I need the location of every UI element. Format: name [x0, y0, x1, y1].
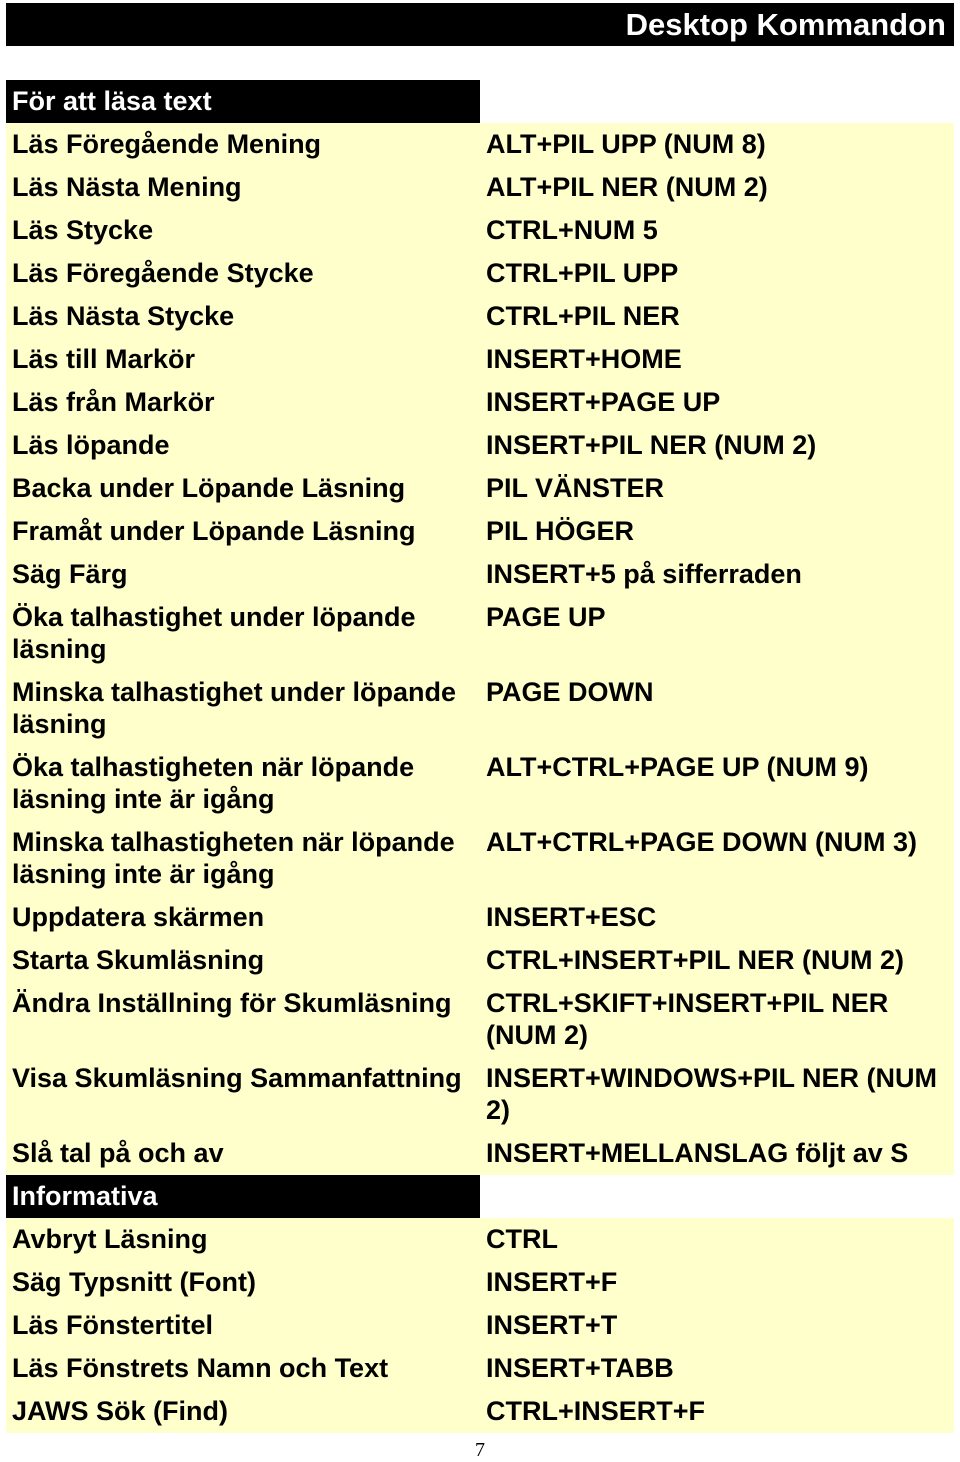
section-heading: Informativa — [6, 1175, 480, 1218]
table-row — [6, 896, 954, 939]
shortcut-keys: INSERT+HOME — [486, 344, 682, 374]
table-row — [6, 553, 954, 596]
shortcut-keys: INSERT+F — [486, 1267, 618, 1297]
table-row — [6, 166, 954, 209]
command-label: Läs till Markör — [12, 344, 196, 374]
table-row — [6, 510, 954, 553]
table-row — [6, 381, 954, 424]
command-label: Öka talhastigheten när löpande läsning inte är igång — [12, 752, 415, 814]
command-label: Visa Skumläsning Sammanfattning — [12, 1063, 462, 1093]
shortcut-keys: ALT+CTRL+PAGE DOWN (NUM 3) — [486, 827, 917, 857]
shortcut-keys: INSERT+TABB — [486, 1353, 674, 1383]
page-number: 7 — [475, 1439, 485, 1461]
table-row — [6, 424, 954, 467]
table-row — [6, 982, 954, 1057]
shortcut-keys: PIL HÖGER — [486, 516, 635, 546]
table-row — [6, 746, 954, 821]
command-label: Slå tal på och av — [12, 1138, 224, 1168]
table-row — [6, 821, 954, 896]
shortcut-keys: CTRL+INSERT+F — [486, 1396, 706, 1426]
shortcut-keys: ALT+CTRL+PAGE UP (NUM 9) — [486, 752, 869, 782]
table-row — [6, 295, 954, 338]
command-label: Läs Föregående Mening — [12, 129, 322, 159]
shortcut-keys: PAGE UP — [486, 602, 606, 632]
table-row — [6, 1132, 954, 1175]
command-label: Minska talhastigheten när löpande läsning inte är igång — [12, 827, 455, 889]
shortcut-keys: INSERT+ESC — [486, 902, 657, 932]
shortcut-keys: CTRL+PIL NER — [486, 301, 680, 331]
shortcut-keys: CTRL+INSERT+PIL NER (NUM 2) — [486, 945, 905, 975]
command-label: Säg Typsnitt (Font) — [12, 1267, 256, 1297]
command-label: Framåt under Löpande Läsning — [12, 516, 416, 546]
command-label: Backa under Löpande Läsning — [12, 473, 406, 503]
table-row — [6, 338, 954, 381]
command-label: Läs Föregående Stycke — [12, 258, 314, 288]
shortcut-keys: CTRL — [486, 1224, 558, 1254]
table-row — [6, 1390, 954, 1433]
section-header-reading — [6, 80, 954, 123]
table-row — [6, 252, 954, 295]
table-row — [6, 671, 954, 746]
command-label: Uppdatera skärmen — [12, 902, 265, 932]
table-row — [6, 1304, 954, 1347]
command-label: Minska talhastighet under löpande läsning — [12, 677, 457, 739]
shortcut-keys: INSERT+WINDOWS+PIL NER (NUM 2) — [486, 1063, 938, 1125]
command-label: Läs löpande — [12, 430, 170, 460]
command-label: Läs Stycke — [12, 215, 154, 245]
command-label: Ändra Inställning för Skumläsning — [12, 988, 452, 1018]
shortcut-keys: CTRL+NUM 5 — [486, 215, 658, 245]
command-label: Läs Fönstertitel — [12, 1310, 214, 1340]
shortcut-keys: ALT+PIL NER (NUM 2) — [486, 172, 768, 202]
shortcut-keys: PIL VÄNSTER — [486, 473, 665, 503]
shortcut-keys: INSERT+PIL NER (NUM 2) — [486, 430, 817, 460]
command-label: Säg Färg — [12, 559, 128, 589]
shortcut-keys: ALT+PIL UPP (NUM 8) — [486, 129, 766, 159]
shortcut-keys: PAGE DOWN — [486, 677, 654, 707]
section-header-informative — [6, 1175, 954, 1218]
table-row — [6, 123, 954, 166]
shortcut-keys: INSERT+T — [486, 1310, 618, 1340]
table-row — [6, 596, 954, 671]
page-title: Desktop Kommandon — [625, 7, 946, 42]
table-row — [6, 1057, 954, 1132]
shortcut-keys: INSERT+5 på sifferraden — [486, 559, 802, 589]
shortcut-table — [6, 80, 954, 1433]
command-label: Läs från Markör — [12, 387, 215, 417]
shortcut-keys: INSERT+PAGE UP — [486, 387, 721, 417]
command-label: JAWS Sök (Find) — [12, 1396, 228, 1426]
shortcut-keys: CTRL+SKIFT+INSERT+PIL NER (NUM 2) — [486, 988, 889, 1050]
command-label: Öka talhastighet under löpande läsning — [12, 602, 416, 664]
command-label: Starta Skumläsning — [12, 945, 265, 975]
command-label: Läs Nästa Stycke — [12, 301, 235, 331]
shortcut-keys: INSERT+MELLANSLAG följt av S — [486, 1138, 909, 1168]
table-row — [6, 939, 954, 982]
table-row — [6, 467, 954, 510]
command-label: Läs Nästa Mening — [12, 172, 242, 202]
shortcut-keys: CTRL+PIL UPP — [486, 258, 679, 288]
table-row — [6, 1347, 954, 1390]
section-heading: För att läsa text — [6, 80, 480, 123]
table-row — [6, 1261, 954, 1304]
table-row — [6, 1218, 954, 1261]
command-label: Läs Fönstrets Namn och Text — [12, 1353, 389, 1383]
title-bar — [6, 3, 954, 46]
command-label: Avbryt Läsning — [12, 1224, 208, 1254]
table-row — [6, 209, 954, 252]
